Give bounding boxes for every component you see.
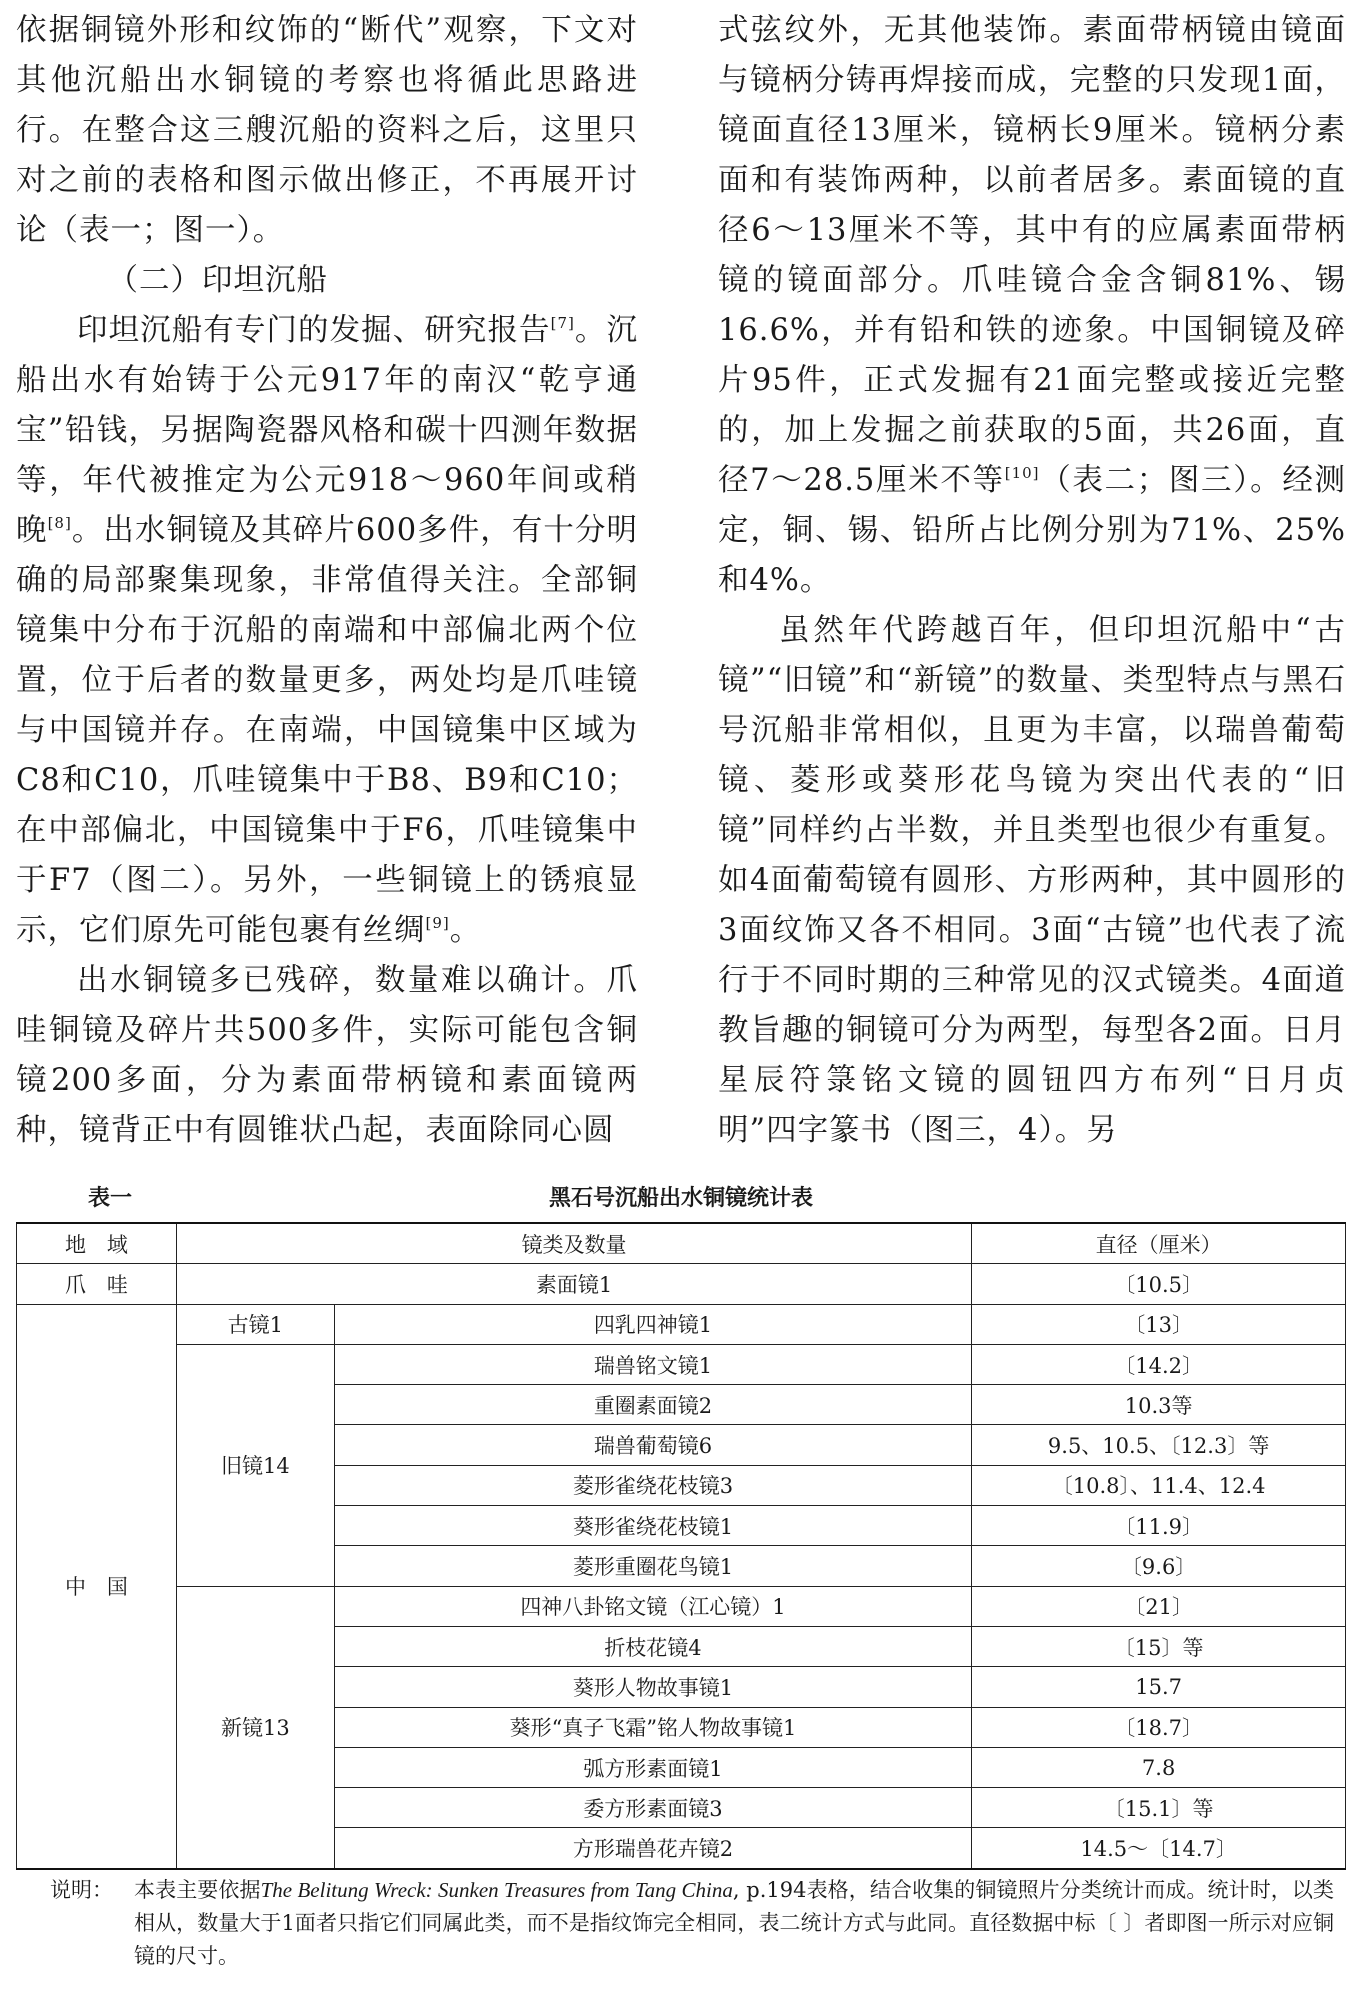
group-cell: 古镜1 — [176, 1304, 334, 1344]
footnote-ref[interactable]: [9] — [425, 914, 450, 932]
header-type: 镜类及数量 — [176, 1223, 971, 1264]
diameter-cell: 〔11.9〕 — [972, 1506, 1346, 1546]
type-cell: 菱形重圈花鸟镜1 — [334, 1546, 971, 1586]
diameter-cell: 〔13〕 — [972, 1304, 1346, 1344]
paragraph-text: 。 — [449, 913, 482, 948]
diameter-cell: 〔10.5〕 — [972, 1264, 1346, 1304]
right-column — [718, 6, 1346, 1156]
note-label: 说明： — [50, 1878, 113, 1902]
type-cell: 素面镜1 — [176, 1264, 971, 1304]
left-column — [16, 6, 638, 1156]
type-cell: 弧方形素面镜1 — [334, 1747, 971, 1787]
book-title: The Belitung Wreck: Sunken Treasures from Tang China — [260, 1878, 733, 1902]
type-cell: 折枝花镜4 — [334, 1626, 971, 1666]
paragraph: 依据铜镜外形和纹饰的“断代”观察，下文对其他沉船出水铜镜的考察也将循此思路进行。在整合这三艘沉船的资料之后，这里只对之前的表格和图示做出修正，不再展开讨论（表一；图一）。 — [16, 13, 638, 248]
table-row — [17, 1304, 1346, 1344]
diameter-cell: 15.7 — [972, 1667, 1346, 1707]
diameter-cell: 〔18.7〕 — [972, 1707, 1346, 1747]
header-diameter: 直径（厘米） — [972, 1223, 1346, 1264]
note-text: , p.194表格，结合收集的铜镜照片分类统计而成。统计时，以类相从，数量大于1面者只指它们同属此类，而不是指纹饰完全相同，表二统计方式与此同。直径数据中标〔 〕者即图一所示对应铜镜的尺寸。 — [134, 1878, 1334, 1968]
region-cell: 爪 哇 — [17, 1264, 177, 1304]
paragraph-text: 式弦纹外，无其他装饰。素面带柄镜由镜面与镜柄分铸再焊接而成，完整的只发现1面，镜面直径13厘米，镜柄长9厘米。镜柄分素面和有装饰两种，以前者居多。素面镜的直径6～13厘米不等，其中有的应属素面带柄镜的镜面部分。爪哇镜合金含铜81%、锡16.6%，并有铅和铁的迹象。中国铜镜及碎片95件，正式发掘有21面完整或接近完整的，加上发掘之前获取的5面，共26面，直径7～28.5厘米不等 — [718, 13, 1346, 498]
diameter-cell: 〔10.8〕、11.4、12.4 — [972, 1465, 1346, 1505]
paragraph — [16, 306, 638, 956]
diameter-cell: 14.5～〔14.7〕 — [972, 1828, 1346, 1869]
header-region: 地 域 — [17, 1223, 177, 1264]
paragraph — [718, 6, 1346, 606]
table-row — [17, 1264, 1346, 1304]
paragraph: 虽然年代跨越百年，但印坦沉船中“古镜”“旧镜”和“新镜”的数量、类型特点与黑石号沉船非常相似，且更为丰富，以瑞兽葡萄镜、菱形或葵形花鸟镜为突出代表的“旧镜”同样约占半数，并且类型也很少有重复。如4面葡萄镜有圆形、方形两种，其中圆形的3面纹饰又各不相同。3面“古镜”也代表了流行于不同时期的三种常见的汉式镜类。4面道教旨趣的铜镜可分为两型，每型各2面。日月星辰符箓铭文镜的圆钮四方布列“日月贞明”四字篆书（图三，4）。另 — [718, 613, 1346, 1148]
diameter-cell: 〔15.1〕等 — [972, 1788, 1346, 1828]
paragraph-text: 。沉船出水有始铸于公元917年的南汉“乾亨通宝”铅钱，另据陶瓷器风格和碳十四测年数据等，年代被推定为公元918～960年间或稍晚 — [16, 313, 639, 548]
footnote-ref[interactable]: [7] — [550, 314, 575, 332]
section-heading: （二）印坦沉船 — [107, 263, 328, 298]
type-cell: 瑞兽葡萄镜6 — [334, 1425, 971, 1465]
type-cell: 重圈素面镜2 — [334, 1385, 971, 1425]
group-cell: 新镜13 — [176, 1586, 334, 1869]
type-cell: 菱形雀绕花枝镜3 — [334, 1465, 971, 1505]
note-text: 本表主要依据 — [134, 1878, 261, 1902]
type-cell: 四乳四神镜1 — [334, 1304, 971, 1344]
diameter-cell: 〔9.6〕 — [972, 1546, 1346, 1586]
table-note — [50, 1874, 1342, 1973]
type-cell: 方形瑞兽花卉镜2 — [334, 1828, 971, 1869]
diameter-cell: 〔21〕 — [972, 1586, 1346, 1626]
paragraph-text: 。出水铜镜及其碎片600多件，有十分明确的局部聚集现象，非常值得关注。全部铜镜集中分布于沉船的南端和中部偏北两个位置，位于后者的数量更多，两处均是爪哇镜与中国镜并存。在南端，中国镜集中区域为C8和C10，爪哇镜集中于B8、B9和C10；在中部偏北，中国镜集中于F6，爪哇镜集中于F7（图二）。另外，一些铜镜上的锈痕显示，它们原先可能包裹有丝绸 — [16, 513, 639, 948]
diameter-cell: 〔15〕等 — [972, 1626, 1346, 1666]
table-label: 表一 — [88, 1186, 133, 1211]
paragraph-text: 印坦沉船有专门的发掘、研究报告 — [77, 313, 551, 348]
table-row — [17, 1586, 1346, 1626]
table-title: 黑石号沉船出水铜镜统计表 — [548, 1186, 813, 1211]
footnote-ref[interactable]: [10] — [1004, 464, 1040, 482]
diameter-cell: 7.8 — [972, 1747, 1346, 1787]
diameter-cell: 〔14.2〕 — [972, 1344, 1346, 1384]
diameter-cell: 10.3等 — [972, 1385, 1346, 1425]
type-cell: 葵形人物故事镜1 — [334, 1667, 971, 1707]
type-cell: 葵形“真子飞霜”铭人物故事镜1 — [334, 1707, 971, 1747]
type-cell: 四神八卦铭文镜（江心镜）1 — [334, 1586, 971, 1626]
table-caption — [18, 1181, 1344, 1217]
type-cell: 委方形素面镜3 — [334, 1788, 971, 1828]
group-cell: 旧镜14 — [176, 1344, 334, 1586]
diameter-cell: 9.5、10.5、〔12.3〕等 — [972, 1425, 1346, 1465]
table-header-row — [17, 1223, 1346, 1264]
mirror-statistics-table — [16, 1222, 1346, 1870]
footnote-ref[interactable]: [8] — [47, 514, 72, 532]
type-cell: 瑞兽铭文镜1 — [334, 1344, 971, 1384]
paragraph-text: （表二；图三）。经测定，铜、锡、铅所占比例分别为71%、25%和4%。 — [718, 463, 1347, 598]
note-body — [134, 1874, 1334, 1973]
region-cell: 中 国 — [17, 1304, 177, 1869]
paragraph: 出水铜镜多已残碎，数量难以确计。爪哇铜镜及碎片共500多件，实际可能包含铜镜200多面，分为素面带柄镜和素面镜两种，镜背正中有圆锥状凸起，表面除同心圆 — [16, 963, 638, 1148]
table-row — [17, 1344, 1346, 1384]
type-cell: 葵形雀绕花枝镜1 — [334, 1506, 971, 1546]
